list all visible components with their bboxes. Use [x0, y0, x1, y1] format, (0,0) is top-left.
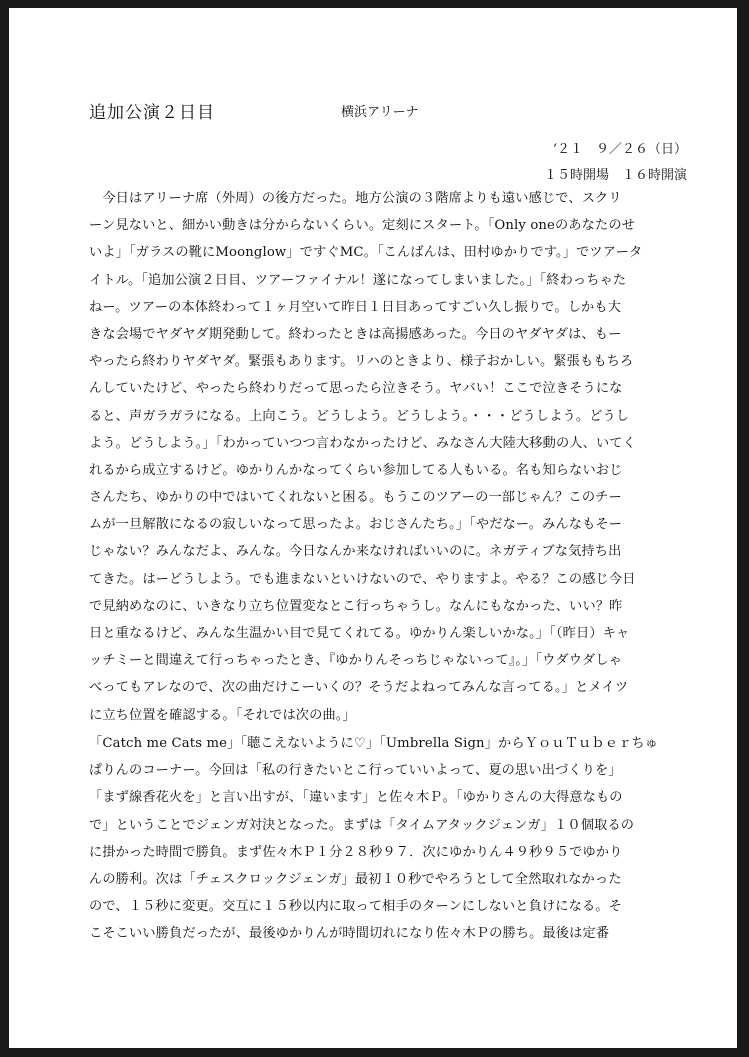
text-line: 「Catch me Cats me」「聴こえないように♡」「Umbrella Sign」からＹｏｕＴｕｂｅｒちゅ: [89, 736, 659, 751]
date-line: ‘２１ ９／２６（日）: [552, 142, 687, 157]
text-line: に掛かった時間で勝負。まず佐々木Ｐ１分２８秒９７．次にゆかりん４９秒９５でゆかり: [89, 844, 623, 860]
text-line: ので、１５秒に変更。交互に１５秒以内に取って相手のターンにしないと負けになる。そ: [89, 899, 622, 915]
text-line: 日と重なるけど、みんな生温かい目で見てくれてる。ゆかりん楽しいかな。」「（昨日）キャ: [89, 626, 630, 641]
text-line: いよ」「ガラスの靴にMoonglow」ですぐMC。「こんばんは、田村ゆかりです。」でツアータ: [89, 245, 643, 261]
text-line: ムが一旦解散になるの寂しいなって思ったよ。おじさんたち。」「やだなー。みんなもそー: [89, 517, 623, 533]
text-line: ーン見ないと、細かい動きは分からないくらい。定刻にスタート。「Only oneのあなたのせ: [89, 218, 636, 234]
text-line: ぱりんのコーナー。今回は「私の行きたいとこ行っていいよって、夏の思い出づくりを」: [89, 763, 622, 779]
text-line: 今日はアリーナ席（外周）の後方だった。地方公演の３階席よりも遠い感じで、スクリ: [89, 191, 622, 206]
text-line: んの勝利。次は「チェスクロックジェンガ」最初１０秒でやろうとして全然取れなかった: [89, 871, 622, 887]
venue-label: 横浜アリーナ: [341, 105, 419, 120]
document-title: 追加公演２日目: [89, 103, 215, 123]
paragraph-1: [89, 185, 669, 729]
text-line: で」ということでジェンガ対決となった。まずは「タイムアタックジェンガ」１０個取るの: [89, 817, 635, 833]
text-line: 「まず線香花火を」と言い出すが、「違います」と佐々木Ｐ。「ゆかりさんの大得意なもの: [89, 790, 623, 806]
text-line: さんたち、ゆかりの中ではいてくれないと困る。もうこのツアーの一部じゃん？このチー: [89, 490, 622, 506]
text-line: よう。どうしよう。」「わかっていつつ言わなかったけど、みなさん大陸大移動の人、いてく: [89, 435, 636, 451]
text-line: べってもアレなので、次の曲だけこーいくの？そうだよねってみんな言ってる。」とメイツ: [89, 680, 629, 696]
text-line: こそこいい勝負だったが、最後ゆかりんが時間切れになり佐々木Ｐの勝ち。最後は定番: [89, 926, 610, 942]
text-line: てきた。はーどうしよう。でも進まないといけないので、やりますよ。やる？この感じ今日: [89, 571, 636, 587]
text-line: きな会場でヤダヤダ期発動して。終わったときは高揚感あった。今日のヤダヤダは、もー: [89, 326, 622, 342]
paragraph-2: [89, 730, 669, 948]
text-line: れるから成立するけど。ゆかりんかなってくらい参加してる人もいる。名も知らないおじ: [89, 462, 623, 478]
header-row: [89, 98, 689, 128]
text-line: んしていたけど、やったら終わりだって思ったら泣きそう。ヤバい！ここで泣きそうにな: [89, 381, 623, 397]
text-line: イトル。「追加公演２日目、ツアーファイナル！遂になってしまいました。」「終わっちゃた: [89, 272, 627, 288]
time-line: １５時開場 １６時開演: [543, 168, 687, 183]
text-line: に立ち位置を確認する。「それでは次の曲。」: [89, 707, 356, 723]
text-line: で見納めなのに、いきなり立ち位置変なとこ行っちゃうし。なんにもなかった、いい？昨: [89, 598, 623, 614]
text-line: ねー。ツアーの本体終わって１ヶ月空いて昨日１日目あってすごい久し振りで。しかも大: [89, 299, 622, 315]
text-line: ると、声ガラガラになる。上向こう。どうしよう。どうしよう。・・・どうしよう。どうし: [89, 408, 630, 424]
text-line: じゃない？みんなだよ、みんな。今日なんか来なければいいのに。ネガティブな気持ち出: [89, 544, 622, 560]
text-line: ッチミーと間違えて行っちゃったとき、『ゆかりんそっちじゃないって』。」「ウダウダしゃ: [89, 653, 622, 669]
document-page: [9, 8, 737, 1048]
text-line: やったら終わりヤダヤダ。緊張もあります。リハのときより、様子おかしい。緊張ももちろ: [89, 354, 634, 370]
